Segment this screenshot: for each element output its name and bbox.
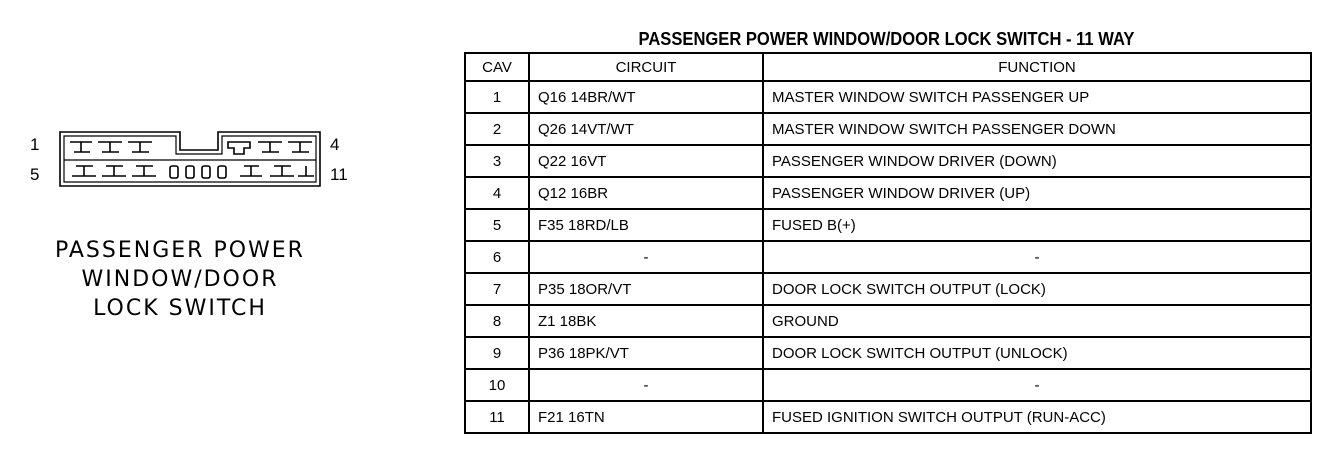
table-row — [465, 113, 1311, 145]
table-header-row — [465, 53, 1311, 81]
caption-line: PASSENGER POWER — [55, 238, 305, 263]
cav-cell: 8 — [465, 305, 529, 337]
pin-label-11: 11 — [330, 165, 348, 184]
function-cell: FUSED IGNITION SWITCH OUTPUT (RUN-ACC) — [763, 401, 1311, 433]
connector-diagram — [0, 0, 440, 468]
function-cell: - — [763, 369, 1311, 401]
table-row — [465, 177, 1311, 209]
circuit-cell: F21 16TN — [529, 401, 763, 433]
connector-caption — [30, 236, 330, 323]
function-cell: - — [763, 241, 1311, 273]
table-row — [465, 369, 1311, 401]
table-row — [465, 209, 1311, 241]
circuit-cell: F35 18RD/LB — [529, 209, 763, 241]
caption-line: WINDOW/DOOR — [81, 267, 279, 292]
function-cell: PASSENGER WINDOW DRIVER (DOWN) — [763, 145, 1311, 177]
pin-label-4: 4 — [330, 135, 340, 154]
header-cav: CAV — [465, 53, 529, 81]
function-cell: DOOR LOCK SWITCH OUTPUT (UNLOCK) — [763, 337, 1311, 369]
circuit-cell: Q22 16VT — [529, 145, 763, 177]
table-row — [465, 337, 1311, 369]
cav-cell: 11 — [465, 401, 529, 433]
circuit-cell: Q16 14BR/WT — [529, 81, 763, 113]
header-function: FUNCTION — [763, 53, 1311, 81]
function-cell: GROUND — [763, 305, 1311, 337]
table-row — [465, 145, 1311, 177]
cav-cell: 7 — [465, 273, 529, 305]
circuit-cell: Q26 14VT/WT — [529, 113, 763, 145]
cav-cell: 2 — [465, 113, 529, 145]
function-cell: FUSED B(+) — [763, 209, 1311, 241]
circuit-cell: - — [529, 369, 763, 401]
cav-cell: 9 — [465, 337, 529, 369]
table-row — [465, 81, 1311, 113]
function-cell: MASTER WINDOW SWITCH PASSENGER UP — [763, 81, 1311, 113]
header-circuit: CIRCUIT — [529, 53, 763, 81]
function-cell: PASSENGER WINDOW DRIVER (UP) — [763, 177, 1311, 209]
cav-cell: 5 — [465, 209, 529, 241]
pinout-table — [464, 52, 1312, 434]
circuit-cell: - — [529, 241, 763, 273]
table-title: PASSENGER POWER WINDOW/DOOR LOCK SWITCH - 11 WAY — [638, 29, 1135, 49]
pin-label-1: 1 — [30, 135, 40, 154]
caption-line: LOCK SWITCH — [93, 296, 267, 321]
cav-cell: 3 — [465, 145, 529, 177]
table-row — [465, 241, 1311, 273]
circuit-cell: P35 18OR/VT — [529, 273, 763, 305]
table-row — [465, 273, 1311, 305]
cav-cell: 6 — [465, 241, 529, 273]
cav-cell: 1 — [465, 81, 529, 113]
circuit-cell: Q12 16BR — [529, 177, 763, 209]
function-cell: MASTER WINDOW SWITCH PASSENGER DOWN — [763, 113, 1311, 145]
cav-cell: 10 — [465, 369, 529, 401]
connector-face-drawing — [0, 0, 440, 230]
cav-cell: 4 — [465, 177, 529, 209]
function-cell: DOOR LOCK SWITCH OUTPUT (LOCK) — [763, 273, 1311, 305]
pin-label-5: 5 — [30, 165, 40, 184]
circuit-cell: Z1 18BK — [529, 305, 763, 337]
circuit-cell: P36 18PK/VT — [529, 337, 763, 369]
table-row — [465, 305, 1311, 337]
table-row — [465, 401, 1311, 433]
